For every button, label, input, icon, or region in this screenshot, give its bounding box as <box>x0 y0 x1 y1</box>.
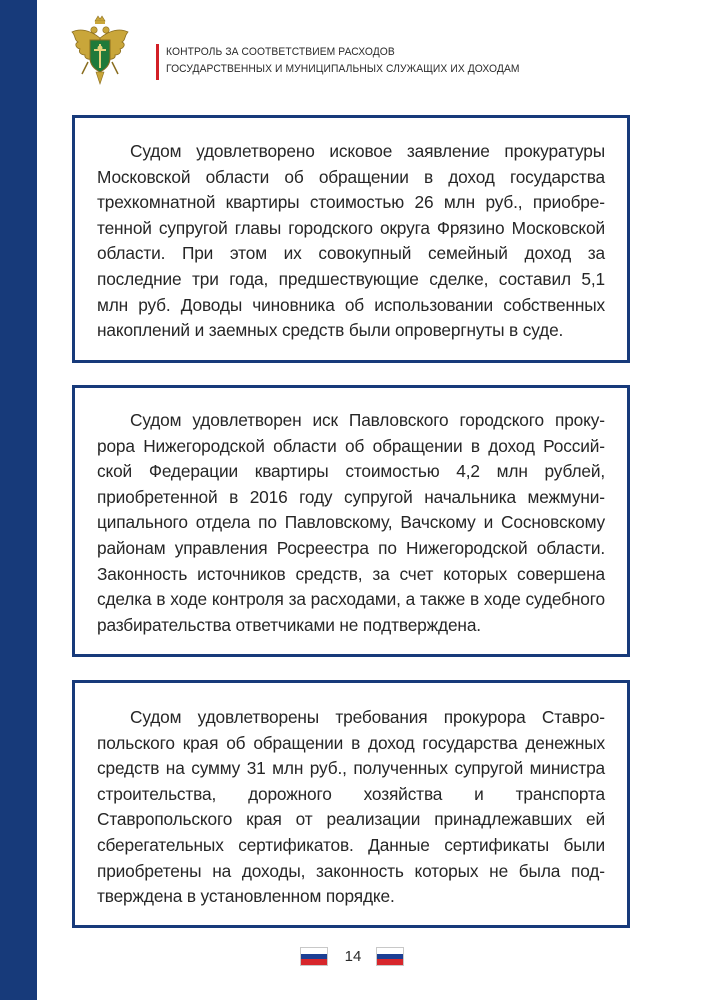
case-text: Судом удовлетворено исковое заявление прокуратуры Московской области об обращении в доход государства трехкомнатной квартиры стоимостью 26 млн руб., приобретенной супругой главы городского округа Фрязино Московской области. При этом их совокупный семейный доход за последние три года, предшествующие сделке, составил 5,1 млн руб. Доводы чиновника об использовании собственных накоплений и заемных средств были опровергнуты в суде. <box>97 141 605 341</box>
left-side-bar <box>0 0 37 1000</box>
case-box-moscow <box>72 115 630 363</box>
case-text: Судом удовлетворен иск Павловского городского прокурора Нижегородской области об обращении в доход Российской Федерации квартиры стоимостью 4,2 млн рублей, приобретенной в 2016 году супругой начальника межмуниципального отдела по Павловскому, Вачскому и Сосновскому районам управления Росреестра по Нижегородской области. Законность источников средств, за счет которых совершена сделка в ходе контроля за расходами, а также в ходе судебного разбирательства ответчиками не подтверждена. <box>97 410 605 635</box>
page-footer <box>300 947 404 967</box>
running-header <box>166 44 520 78</box>
header-title-line-1: КОНТРОЛЬ ЗА СООТВЕТСТВИЕМ РАСХОДОВ <box>166 46 395 58</box>
header-red-rule <box>156 44 159 80</box>
russian-flag-icon <box>376 947 404 966</box>
page-number: 14 <box>344 948 362 965</box>
header-title-line-2: ГОСУДАРСТВЕННЫХ И МУНИЦИПАЛЬНЫХ СЛУЖАЩИХ ИХ ДОХОДАМ <box>166 63 520 75</box>
russian-flag-icon <box>300 947 328 966</box>
prosecutor-emblem-icon <box>68 12 132 88</box>
case-box-nizhny-novgorod <box>72 385 630 657</box>
case-box-stavropol <box>72 680 630 928</box>
case-text: Судом удовлетворены требования прокурора Ставропольского края об обращении в доход государства денежных средств на сумму 31 млн руб., полученных супругой министра строительства, дорожного хозяйства и транспорта Ставропольского края от реализации принадлежавших ей сберегательных сертификатов. Данные сертификаты были приобретены на доходы, законность которых не была подтверждена в установленном порядке. <box>97 707 605 907</box>
